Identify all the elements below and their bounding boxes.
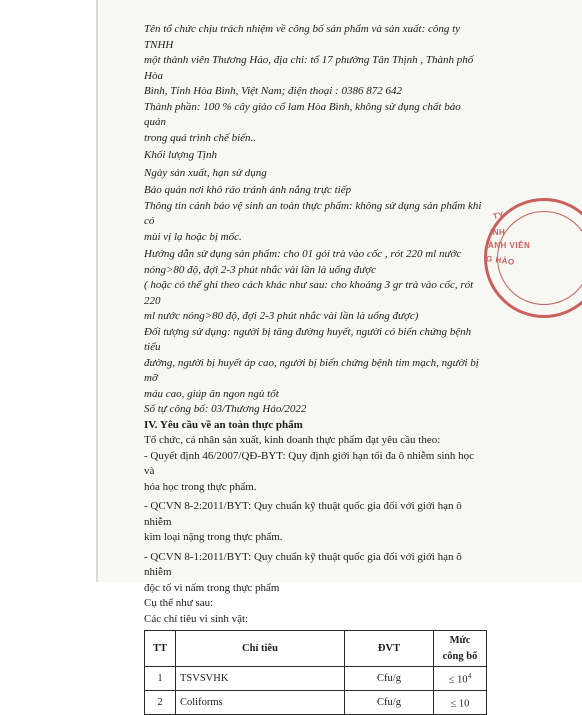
header-muc-cong-bo: Mức công bố: [434, 631, 487, 667]
header-tt: TT: [145, 631, 176, 667]
responsible-org-line-1: Tên tổ chức chịu trách nhiệm về công bố sản phẩm và sản xuất: công ty TNHH: [144, 23, 461, 51]
row-chi-tieu: TSVSVHK: [176, 667, 345, 691]
section-intro: Tổ chức, cá nhân sản xuất, kinh doanh thực phẩm đạt yêu cầu theo:: [144, 434, 441, 446]
declaration-number: Số tự công bố: 03/Thương Hảo/2022: [144, 403, 307, 415]
section-heading: IV. Yêu cầu về an toàn thực phẩm: [144, 418, 303, 431]
limit-value: ≤ 10: [448, 674, 468, 686]
row-chi-tieu: Coliforms: [176, 691, 345, 715]
row-tt: 2: [145, 691, 176, 715]
usage-alt-line-1: ( hoặc có thể ghi theo cách khác như sau: cho khoảng 3 gr trà vào cốc, rót 220: [144, 279, 474, 307]
target-users-line-3: máu cao, giúp ăn ngon ngủ tốt: [144, 387, 279, 400]
table-caption: Các chỉ tiêu vi sinh vật:: [144, 612, 249, 625]
regulation-item-1-line-1: - Quyết định 46/2007/QĐ-BYT: Quy định giới hạn tối đa ô nhiễm sinh học và: [144, 449, 475, 477]
page-edge: [96, 0, 98, 582]
document-body: [144, 0, 484, 715]
microbiology-table: [144, 630, 487, 715]
table-header-row: [145, 631, 487, 667]
regulation-item-3-line-1: - QCVN 8-1:2011/BYT: Quy chuẩn kỹ thuật quốc gia đối với giới hạn ô nhiễm: [144, 550, 462, 578]
limit-exponent: 4: [467, 672, 472, 680]
stamp-text-2: INH: [490, 228, 506, 237]
row-dvt: Cfu/g: [345, 691, 434, 715]
usage-alt-line-2: ml nước nóng>80 độ, đợi 2-3 phút nhắc vài lần là uống được): [144, 310, 419, 322]
row-muc-cong-bo: [434, 667, 487, 691]
stamp-text-1: TY: [492, 209, 506, 222]
regulation-item-1-line-2: hóa học trong thực phẩm.: [144, 480, 257, 493]
usage-line-2: nóng>80 độ, đợi 2-3 phút nhắc vài lần là uống được: [144, 263, 377, 276]
regulation-item-2-line-2: kim loại nặng trong thực phẩm.: [144, 531, 283, 543]
details-label: Cụ thể như sau:: [144, 597, 214, 609]
warning-line-2: mùi vị lạ hoặc bị mốc.: [144, 230, 242, 243]
warning-line-1: Thông tin cảnh báo vệ sinh an toàn thực phẩm: không sử dụng sản phẩm khi có: [144, 199, 482, 227]
row-tt: 1: [145, 667, 176, 691]
usage-line-1: Hướng dẫn sử dụng sản phẩm: cho 01 gói trà vào cốc , rót 220 ml nước: [144, 248, 462, 260]
storage-instructions: Bảo quản nơi khô ráo tránh ánh nắng trực tiếp: [144, 184, 352, 196]
stamp-text-3: ÀNH VIÊN: [488, 241, 531, 250]
responsible-org-line-2: một thành viên Thương Hảo, địa chỉ: tổ 17 phường Tân Thịnh , Thành phố Hòa: [144, 54, 474, 82]
ingredients-line-1: Thành phần: 100 % cây giảo cổ lam Hòa Bình, không sử dụng chất bảo quản: [144, 100, 461, 128]
row-dvt: Cfu/g: [345, 667, 434, 691]
stamp-text-4: G HẢO: [485, 254, 516, 267]
limit-value: ≤ 10: [450, 698, 470, 710]
target-users-line-1: Đối tượng sử dụng: người bị tăng đường huyết, người có biến chứng bệnh tiểu: [144, 325, 472, 353]
production-date: Ngày sản xuất, hạn sử dụng: [144, 166, 267, 179]
table-row: [145, 667, 487, 691]
regulation-item-3-line-2: độc tố vi nấm trong thực phẩm: [144, 581, 280, 594]
net-weight: Khối lượng Tịnh: [144, 149, 217, 161]
header-chi-tieu: Chỉ tiêu: [176, 631, 345, 667]
ingredients-line-2: trong quá trình chế biến..: [144, 131, 257, 144]
header-dvt: ĐVT: [345, 631, 434, 667]
responsible-org-line-3: Bình, Tỉnh Hòa Bình, Việt Nam; điện thoại : 0386 872 642: [144, 85, 402, 97]
target-users-line-2: đường, người bị huyết áp cao, người bị biến chứng bệnh tim mạch, người bị mỡ: [144, 356, 479, 384]
regulation-item-2-line-1: - QCVN 8-2:2011/BYT: Quy chuẩn kỹ thuật quốc gia đối với giới hạn ô nhiễm: [144, 500, 462, 528]
row-muc-cong-bo: [434, 691, 487, 715]
table-row: [145, 691, 487, 715]
